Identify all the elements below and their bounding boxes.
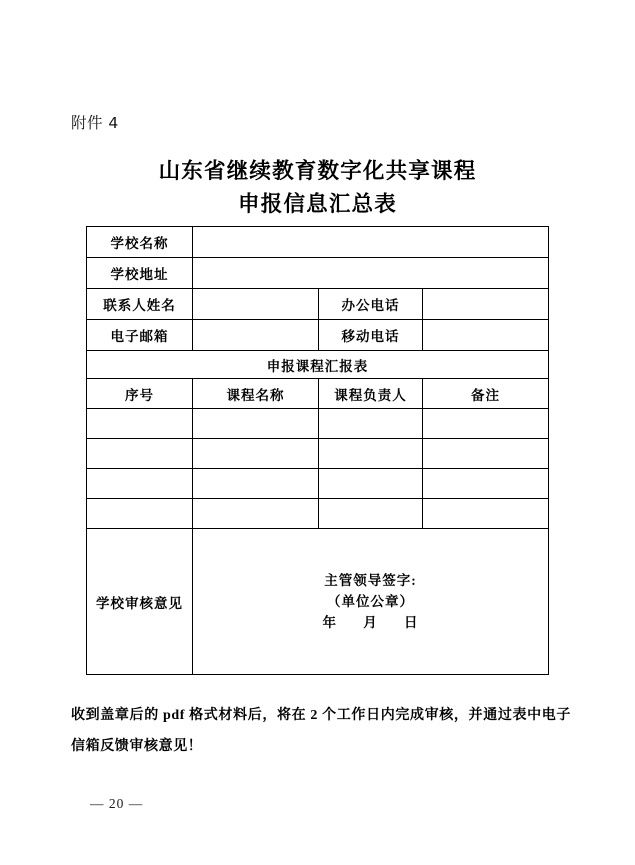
- table-row: [87, 469, 549, 499]
- course-name-cell[interactable]: [193, 469, 319, 499]
- email-label: 电子邮箱: [87, 320, 193, 351]
- course-index-cell[interactable]: [87, 469, 193, 499]
- table-row-email: [87, 320, 549, 351]
- table-row: [87, 439, 549, 469]
- course-remark-cell[interactable]: [423, 499, 549, 529]
- signature-line: 主管领导签字:: [324, 573, 417, 588]
- table-row-course-column-headers: [87, 379, 549, 409]
- course-leader-cell[interactable]: [319, 409, 423, 439]
- table-row-review-opinion: [87, 529, 549, 675]
- mobile-phone-field[interactable]: [423, 320, 549, 351]
- course-leader-cell[interactable]: [319, 469, 423, 499]
- course-index-cell[interactable]: [87, 409, 193, 439]
- column-header-index: 序号: [87, 379, 193, 409]
- page-number: — 20 —: [90, 796, 144, 811]
- footer-note: 收到盖章后的 pdf 格式材料后，将在 2 个工作日内完成审核，并通过表中电子信箱反馈审核意见！: [71, 708, 571, 754]
- table-row: [87, 409, 549, 439]
- page-title-line-1: 山东省继续教育数字化共享课程: [158, 159, 477, 183]
- page-title-line-2: 申报信息汇总表: [238, 192, 397, 216]
- attachment-label: 附件 4: [71, 114, 119, 132]
- column-header-course-leader: 课程负责人: [319, 379, 423, 409]
- page-title: [0, 155, 635, 221]
- email-field[interactable]: [193, 320, 319, 351]
- course-remark-cell[interactable]: [423, 439, 549, 469]
- course-leader-cell[interactable]: [319, 439, 423, 469]
- course-name-cell[interactable]: [193, 439, 319, 469]
- table-row-course-section-header: [87, 351, 549, 379]
- application-summary-table: [86, 226, 549, 675]
- course-index-cell[interactable]: [87, 439, 193, 469]
- date-line: 年 月 日: [322, 615, 419, 630]
- office-phone-field[interactable]: [423, 289, 549, 320]
- column-header-remark: 备注: [423, 379, 549, 409]
- course-leader-cell[interactable]: [319, 499, 423, 529]
- office-phone-label: 办公电话: [319, 289, 423, 320]
- column-header-course-name: 课程名称: [193, 379, 319, 409]
- course-remark-cell[interactable]: [423, 469, 549, 499]
- review-opinion-label: 学校审核意见: [87, 529, 193, 675]
- course-name-cell[interactable]: [193, 409, 319, 439]
- table-row-school-address: [87, 258, 549, 289]
- contact-name-label: 联系人姓名: [87, 289, 193, 320]
- course-remark-cell[interactable]: [423, 409, 549, 439]
- course-index-cell[interactable]: [87, 499, 193, 529]
- school-address-field[interactable]: [193, 258, 549, 289]
- school-name-field[interactable]: [193, 227, 549, 258]
- mobile-phone-label: 移动电话: [319, 320, 423, 351]
- course-name-cell[interactable]: [193, 499, 319, 529]
- table-row: [87, 499, 549, 529]
- table-row-school-name: [87, 227, 549, 258]
- seal-line: （单位公章）: [327, 594, 414, 609]
- review-opinion-field[interactable]: [193, 529, 549, 675]
- school-name-label: 学校名称: [87, 227, 193, 258]
- course-section-title: 申报课程汇报表: [87, 351, 549, 379]
- table-row-contact-name: [87, 289, 549, 320]
- contact-name-field[interactable]: [193, 289, 319, 320]
- school-address-label: 学校地址: [87, 258, 193, 289]
